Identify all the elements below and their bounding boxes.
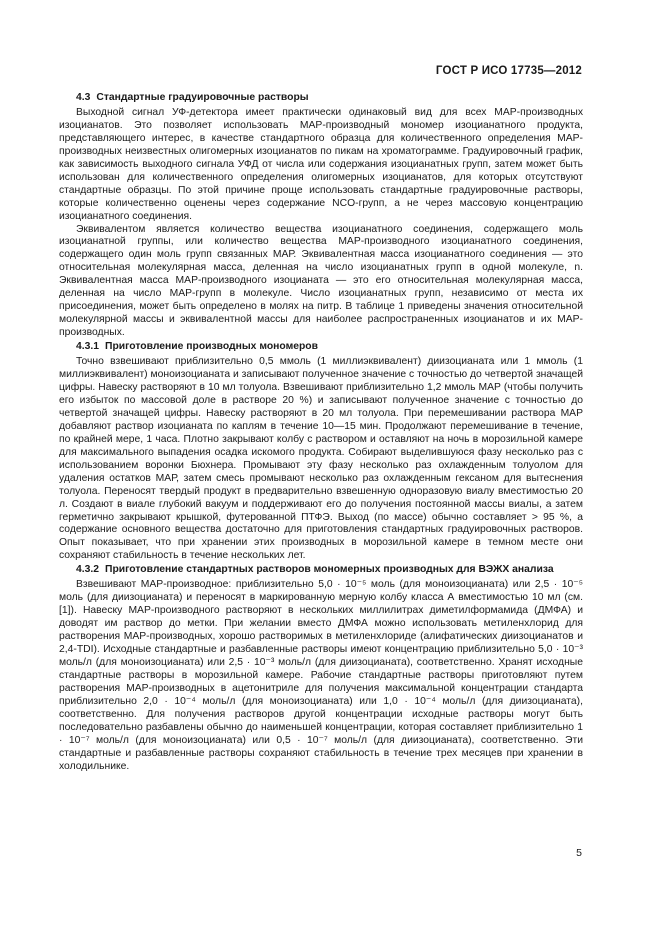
paragraph: Эквивалентом является количество вещества изоцианатного соединения, содержащего моль изоцианатной группы, или количество вещества МАР-производного изоцианатного соединения, содержащего один моль групп связанных МАР. Эквивалентная масса изоцианатного соединения — это относительная молекулярная масса, деленная на число изоцианатных групп в одной молекуле, n. Эквивалентная масса МАР-производного изоцианата — это его относительная молекулярная масса, деленная на число МАР-групп в молекуле. Число изоцианатных групп, независимо от места их присоединения, может быть определено в молях на питр. В таблице 1 приведены значения относительной молекулярной массы и эквивалентной массы для наиболее распространенных изоцианатов и их МАР-производных. — [59, 223, 583, 339]
section-number: 4.3 — [76, 92, 91, 103]
section-heading-4-3-1 — [59, 341, 583, 354]
section-number: 4.3.1 — [76, 341, 100, 353]
page-number: 5 — [576, 847, 582, 859]
page-body — [59, 92, 583, 774]
section-heading-4-3 — [59, 92, 583, 105]
section-title: Приготовление стандартных растворов мономерных производных для ВЭЖХ анализа — [105, 564, 554, 576]
section-heading-4-3-2 — [59, 564, 583, 577]
standard-designation: ГОСТ Р ИСО 17735—2012 — [435, 65, 582, 77]
paragraph: Выходной сигнал УФ-детектора имеет практически одинаковый вид для всех МАР-производных изоцианатов. Это позволяет использовать МАР-производный мономер изоцианатного продукта, представляющего интерес, в качестве стандартного образца для количественного определения МАР-производных неизвестных олигомерных изоцианатов по пикам на хроматограмме. Градуировочный график, как зависимость выходного сигнала УФД от числа или содержания изоцианатных групп, затем может быть использован для количественного определения олигомерных изоцианатов, для которых отсутствуют стандартные образцы. По этой причине проще использовать стандартные градуировочные растворы, которые количественно оценены через содержание NCO-групп, а не через массовую концентрацию изоцианатного соединения. — [59, 106, 583, 222]
section-title: Стандартные градуировочные растворы — [96, 92, 309, 103]
paragraph: Точно взвешивают приблизительно 0,5 ммоль (1 миллиэквивалент) диизоцианата или 1 ммоль (1 миллиэквивалент) моноизоцианата и записывают полученное значение с точностью до четвертой значащей цифры. Навеску растворяют в 10 мл толуола. Взвешивают приблизительно 1,2 ммоль МАР (чтобы получить его избыток по массовой доле в растворе 20 %) и записывают полученное значение с точностью до четвертой значащей цифры. Навеску растворяют в 20 мл толуола. При перемешивании раствора МАР добавляют раствор изоцианата по каплям в течение 10—15 мин. Продолжают перемешивание в течение, по крайней мере, 1 часа. Плотно закрывают колбу с раствором и оставляют на ночь в морозильной камере для максимального выпадения осадка искомого продукта. Собирают выделившуюся фазу несколько раз с использованием воронки Бюхнера. Промывают эту фазу несколько раз охлажденным толуолом для удаления остатков МАР, затем смесь промывают несколько раз охлажденным гексаном для вытеснения толуола. Переносят твердый продукт в предварительно взвешенную одноразовую виалу вместимостью 20 л. Создают в виале глубокий вакуум и поддерживают его до получения постоянной массы виалы, а затем герметично закрывают крышкой, футерованной ПТФЭ. Выход (по массе) обычно составляет > 95 %, а содержание основного вещества достаточно для приготовления стандартных градуировочных растворов. Опыт показывает, что при хранении этих производных в морозильной камере в темном месте они сохраняют стабильность в течение нескольких лет. — [59, 356, 583, 562]
section-number: 4.3.2 — [76, 564, 100, 576]
paragraph: Взвешивают МАР-производное: приблизительно 5,0 · 10⁻⁵ моль (для моноизоцианата) или 2,5 · 10⁻⁵ моль (для диизоцианата) и переносят в маркированную мерную колбу класса А вместимостью 10 мл (см. [1]). Навеску МАР-производного растворяют в нескольких миллилитрах диметилформамида (ДМФА) и доводят им раствор до метки. При желании вместо ДМФА можно использовать метиленхлорид для растворения МАР-производных, хорошо растворимых в метиленхлориде (алифатических диизоцианатов и 2,4-TDI). Исходные стандартные и разбавленные растворы имеют концентрацию приблизительно 5,0 · 10⁻³ моль/л (для моноизоцианата) или 2,5 · 10⁻³ моль/л (для диизоцианата), соответственно. Хранят исходные стандартные растворы в морозильной камере. Рабочие стандартные растворы приготовляют путем растворения МАР-производных в ацетонитриле для получения максимальной концентрации стандарта приблизительно 2,0 · 10⁻⁴ моль/л (для моноизоцианата) или 1,0 · 10⁻⁴ моль/л (для диизоцианата), соответственно. Для получения растворов другой концентрации исходные растворы могут быть последовательно разбавлены обычно до наименьшей концентрации, которая составляет приблизительно 1 · 10⁻⁷ моль/л (для моноизоцианата) или 0,5 · 10⁻⁷ моль/л (для диизоцианата), соответственно. Эти стандартные и разбавленные растворы сохраняют стабильность в течение трех месяцев при хранении в холодильнике. — [59, 579, 583, 772]
section-title: Приготовление производных мономеров — [105, 341, 318, 353]
